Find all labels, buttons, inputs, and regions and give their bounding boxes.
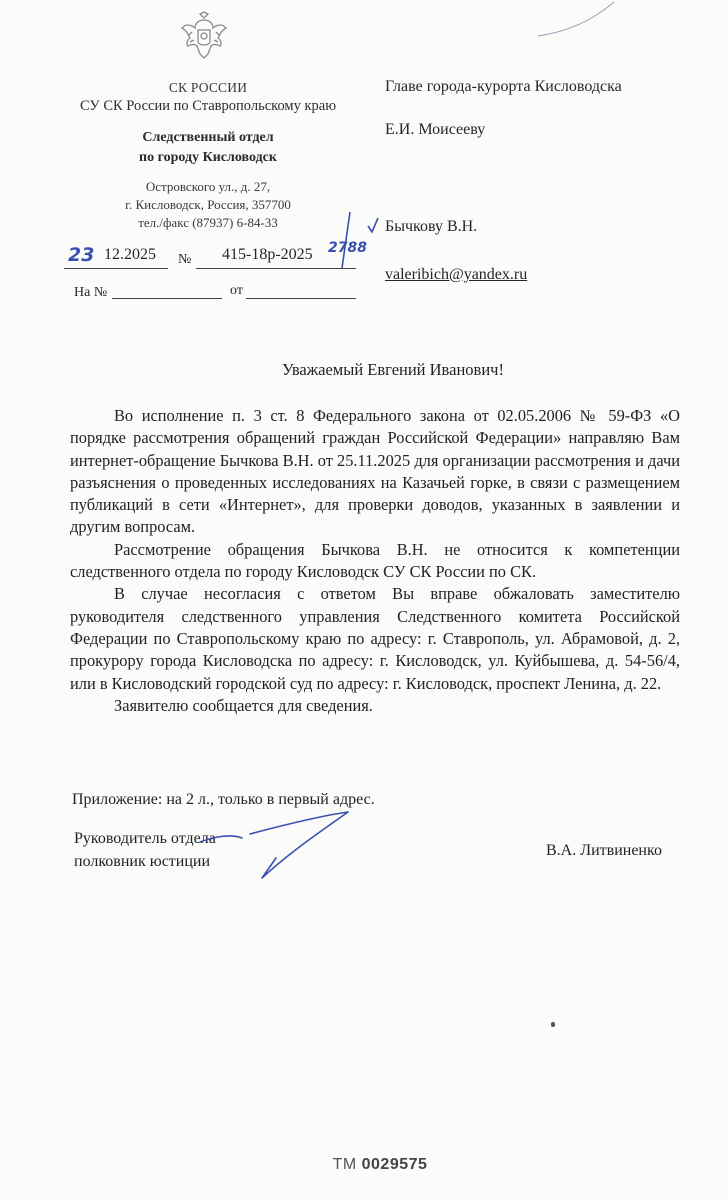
phone-line: тел./факс (87937) 6-84-33 bbox=[138, 215, 278, 230]
org-full-name: СУ СК России по Ставропольскому краю bbox=[79, 98, 337, 114]
tm-serial bbox=[300, 1156, 460, 1174]
tm-prefix: ТМ bbox=[332, 1156, 357, 1173]
body-paragraph-4: Заявителю сообщается для сведения. bbox=[114, 695, 373, 715]
attachment-note: Приложение: на 2 л., только в первый адрес. bbox=[72, 791, 375, 808]
ref-from-label: от bbox=[230, 283, 243, 298]
letter-body bbox=[70, 405, 680, 717]
signer-name: В.А. Литвиненко bbox=[546, 842, 662, 859]
date-underline bbox=[64, 268, 168, 269]
tm-number: 0029575 bbox=[361, 1156, 428, 1173]
scan-artifact-stroke-icon bbox=[536, 0, 616, 40]
org-short-name: СК РОССИИ bbox=[168, 80, 248, 95]
department-name-line2: по городу Кисловодск bbox=[139, 150, 277, 165]
date-month-year: 12.2025 bbox=[104, 246, 156, 263]
handwritten-mark-icon bbox=[320, 206, 380, 276]
recipient-name: Е.И. Моисееву bbox=[385, 121, 486, 138]
signer-position-line1: Руководитель отдела bbox=[74, 830, 216, 847]
body-paragraph-1: Во исполнение п. 3 ст. 8 Федерального закона от 02.05.2006 № 59-ФЗ «О порядке рассмотрения обращений граждан Российской Федерации» направляю Вам интернет-обращение Бычкова В.Н. от 25.11.2025 для организации рассмотрения и дачи разъяснения о проведенных исследованиях на Казачьей горке, в связи с размещением публикаций в сети «Интернет», для проверки доводов, указанных в заявлении и другим вопросам. bbox=[70, 406, 680, 537]
salutation: Уважаемый Евгений Иванович! bbox=[282, 360, 504, 379]
body-paragraph-2: Рассмотрение обращения Бычкова В.Н. не относится к компетенции следственного отдела по городу Кисловодск СУ СК России по СК. bbox=[70, 539, 680, 582]
ref-date-underline bbox=[246, 298, 356, 299]
copy-recipient-name: Бычкову В.Н. bbox=[385, 218, 478, 235]
handwritten-number: 2788 bbox=[328, 240, 367, 256]
body-paragraph-3: В случае несогласия с ответом Вы вправе обжаловать заместителю руководителя следственного управления Следственного комитета Российской Федерации по Ставропольскому краю по адресу: г. Ставрополь, ул. Абрамовой, д. 2, прокурору города Кисловодска по адресу: г. Кисловодск, ул. Куйбышева, д. 54-56/4, или в Кисловодский городской суд по адресу: г. Кисловодск, проспект Ленина, д. 22. bbox=[70, 584, 680, 693]
handwritten-day: 23 bbox=[68, 244, 95, 266]
handwritten-signature-icon bbox=[180, 808, 360, 884]
copy-recipient-email: valeribich@yandex.ru bbox=[385, 266, 528, 283]
ref-number-underline bbox=[112, 298, 222, 299]
department-name-line1: Следственный отдел bbox=[142, 130, 274, 145]
address-line1: Островского ул., д. 27, bbox=[145, 179, 271, 194]
registration-number: 415-18р-2025 bbox=[222, 246, 313, 263]
coat-of-arms-emblem-icon bbox=[178, 10, 230, 62]
number-sign: № bbox=[178, 252, 192, 267]
address-line2: г. Кисловодск, Россия, 357700 bbox=[125, 197, 291, 212]
ref-label: На № bbox=[74, 285, 108, 300]
signer-position-line2: полковник юстиции bbox=[74, 853, 211, 870]
scan-dot bbox=[551, 1022, 555, 1027]
recipient-title: Главе города-курорта Кисловодска bbox=[385, 78, 622, 95]
